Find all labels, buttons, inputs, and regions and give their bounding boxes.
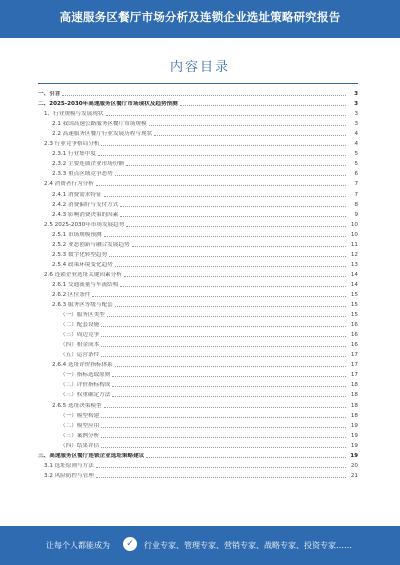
toc-entry-page: 18 (350, 402, 358, 409)
toc-entry-page: 3 (354, 111, 358, 118)
toc-leader-dots (126, 226, 346, 227)
toc-leader-dots (96, 185, 346, 186)
toc-entry[interactable] (38, 409, 358, 419)
toc-leader-dots (115, 306, 346, 307)
toc-entry[interactable] (38, 87, 358, 97)
toc-entry-text: 2.2 高速服务区餐厅行业发展历程与现状 (52, 131, 153, 138)
check-icon: ✓ (123, 537, 137, 551)
toc-entry[interactable] (38, 258, 358, 268)
toc-entry-page: 21 (350, 472, 358, 479)
toc-entry[interactable] (38, 127, 358, 137)
toc-entry-text: 2.6.1 交通流量与车流结构 (52, 281, 119, 288)
toc-entry-text: （二）评价指标构成 (60, 382, 111, 389)
toc-entry-page: 17 (350, 352, 358, 359)
table-of-contents (38, 87, 358, 479)
toc-leader-dots (92, 296, 346, 297)
toc-entry-page: 11 (350, 241, 358, 248)
toc-entry-page: 14 (350, 281, 358, 288)
toc-entry-text: 2.4 消费者行为分析 (44, 181, 94, 188)
toc-entry-page: 17 (350, 362, 358, 369)
toc-entry-page: 13 (350, 261, 358, 268)
toc-entry-page: 17 (350, 372, 358, 379)
toc-entry-text: （二）配套设施 (60, 322, 100, 329)
toc-entry-page: 9 (354, 211, 358, 218)
toc-entry[interactable] (38, 117, 358, 127)
toc-entry-text: （一）指标选取原则 (60, 372, 111, 379)
toc-entry[interactable] (38, 107, 358, 117)
toc-entry-page: 15 (350, 312, 358, 319)
toc-leader-dots (98, 155, 346, 156)
toc-entry-text: 2.6.5 选址决策模型 (52, 402, 102, 409)
toc-entry-page: 10 (350, 221, 358, 228)
toc-leader-dots (112, 376, 346, 377)
toc-leader-dots (62, 95, 346, 96)
toc-entry-page: 6 (354, 171, 358, 178)
toc-entry[interactable] (38, 278, 358, 288)
toc-entry-page: 5 (354, 151, 358, 158)
toc-entry-text: 2.6 连锁企业选址关键因素分析 (44, 271, 122, 278)
toc-leader-dots (112, 386, 346, 387)
toc-entry[interactable] (38, 358, 358, 368)
toc-entry-text: （五）运营条件 (60, 352, 100, 359)
toc-entry-page: 14 (350, 271, 358, 278)
toc-leader-dots (149, 125, 346, 126)
toc-entry[interactable] (38, 419, 358, 429)
toc-entry-text: （三）权重确定方法 (60, 392, 111, 399)
toc-entry[interactable] (38, 429, 358, 439)
toc-entry[interactable] (38, 97, 358, 107)
toc-leader-dots (146, 457, 346, 458)
toc-entry[interactable] (38, 218, 358, 228)
toc-leader-dots (101, 346, 346, 347)
toc-entry-text: 2.6.4 选址评价指标体系 (52, 362, 113, 369)
toc-entry-text: 2.5.2 业态创新与融合发展趋势 (52, 241, 130, 248)
toc-entry-page: 19 (350, 432, 358, 439)
toc-entry-page: 18 (350, 392, 358, 399)
toc-entry-text: 2.1 我国高速公路服务区餐厅市场规模 (52, 121, 147, 128)
toc-entry[interactable] (38, 378, 358, 388)
toc-leader-dots (112, 396, 346, 397)
toc-entry-text: 2.3.3 重点区域竞争态势 (52, 171, 113, 178)
toc-entry-page: 3 (354, 91, 358, 98)
toc-entry-page: 16 (350, 332, 358, 339)
toc-entry[interactable] (38, 338, 358, 348)
toc-entry[interactable] (38, 388, 358, 398)
toc-entry-text: 2.5.1 市场规模预测 (52, 231, 102, 238)
toc-entry-text: 三、高速服务区餐厅连锁企业选址策略建议 (38, 452, 145, 459)
toc-divider (38, 83, 358, 84)
toc-entry-text: 2.3 行业竞争格局分析 (44, 141, 100, 148)
footer-slogan: 让每个人都能成为 (46, 541, 110, 550)
toc-entry-text: 2.4.3 影响消费决策的因素 (52, 211, 119, 218)
toc-leader-dots (120, 216, 346, 217)
toc-entry-text: 3.2 风险防控与管理 (44, 472, 94, 479)
toc-entry-page: 4 (354, 141, 358, 148)
toc-entry-page: 3 (354, 121, 358, 128)
toc-entry-page: 20 (350, 462, 358, 469)
toc-entry[interactable] (38, 469, 358, 479)
footer-banner (0, 526, 400, 565)
toc-title: 内容目录 (169, 60, 230, 75)
toc-leader-dots (124, 276, 346, 277)
toc-leader-dots (104, 196, 346, 197)
toc-leader-dots (132, 246, 346, 247)
toc-entry[interactable] (38, 308, 358, 318)
toc-entry[interactable] (38, 268, 358, 278)
toc-entry[interactable] (38, 208, 358, 218)
toc-entry[interactable] (38, 398, 358, 408)
toc-entry-text: 二、2025-2030年高速服务区餐厅市场现状及趋势预测 (38, 101, 178, 108)
toc-entry-page: 18 (350, 412, 358, 419)
toc-entry-page: 4 (354, 131, 358, 138)
toc-leader-dots (101, 356, 346, 357)
toc-entry-page: 3 (354, 101, 358, 108)
toc-entry-page: 7 (354, 181, 358, 188)
toc-entry-text: 2.5 2025-2030年市场发展趋势 (44, 221, 125, 228)
toc-entry[interactable] (38, 147, 358, 157)
toc-entry-page: 19 (350, 422, 358, 429)
toc-leader-dots (96, 477, 346, 478)
toc-leader-dots (126, 165, 346, 166)
toc-leader-dots (115, 175, 346, 176)
toc-entry-page: 18 (350, 382, 358, 389)
toc-leader-dots (104, 236, 346, 237)
toc-entry[interactable] (38, 177, 358, 187)
toc-entry-text: （三）案例分析 (60, 432, 100, 439)
toc-leader-dots (101, 336, 346, 337)
toc-entry-text: 2.3.1 行业集中度 (52, 151, 96, 158)
toc-entry-text: （一）模型构建 (60, 412, 100, 419)
toc-entry-text: 2.6.3 服务区等级与配套 (52, 302, 113, 309)
toc-leader-dots (120, 206, 346, 207)
toc-leader-dots (101, 437, 346, 438)
toc-entry-text: （四）结果评估 (60, 442, 100, 449)
toc-entry-page: 16 (350, 342, 358, 349)
toc-entry-text: 1、行业规模与发展现状 (44, 111, 104, 118)
toc-entry[interactable] (38, 288, 358, 298)
toc-entry[interactable] (38, 137, 358, 147)
toc-leader-dots (101, 447, 346, 448)
toc-entry[interactable] (38, 187, 358, 197)
toc-leader-dots (154, 135, 346, 136)
toc-leader-dots (120, 286, 346, 287)
toc-entry[interactable] (38, 328, 358, 338)
toc-entry-text: 2.5.3 数字化转型趋势 (52, 251, 108, 258)
toc-entry[interactable] (38, 157, 358, 167)
toc-entry-text: 一、引言 (38, 91, 61, 98)
toc-leader-dots (180, 105, 346, 106)
toc-entry-page: 15 (350, 291, 358, 298)
toc-entry[interactable] (38, 248, 358, 258)
toc-entry-text: 2.4.2 消费偏好与支付方式 (52, 201, 119, 208)
toc-leader-dots (96, 467, 346, 468)
toc-entry[interactable] (38, 228, 358, 238)
toc-entry-page: 10 (350, 231, 358, 238)
toc-entry-page: 19 (350, 442, 358, 449)
toc-leader-dots (109, 256, 346, 257)
toc-entry[interactable] (38, 318, 358, 328)
toc-entry-text: 2.5.4 政策环境变化趋势 (52, 261, 113, 268)
toc-entry[interactable] (38, 238, 358, 248)
toc-leader-dots (115, 366, 346, 367)
toc-entry-text: 2.3.2 主要连锁企业市场份额 (52, 161, 124, 168)
toc-entry-page: 19 (350, 452, 358, 459)
toc-entry[interactable] (38, 449, 358, 459)
toc-entry[interactable] (38, 368, 358, 378)
toc-leader-dots (104, 407, 346, 408)
toc-leader-dots (106, 115, 347, 116)
toc-leader-dots (107, 316, 346, 317)
toc-entry-page: 15 (350, 302, 358, 309)
toc-entry[interactable] (38, 439, 358, 449)
toc-entry-text: 3.1 选址原则与方法 (44, 462, 94, 469)
toc-entry-page: 8 (354, 201, 358, 208)
toc-entry-text: （三）周边竞争 (60, 332, 100, 339)
toc-entry-text: （二）模型应用 (60, 422, 100, 429)
toc-entry-page: 7 (354, 191, 358, 198)
toc-entry-text: （四）租金成本 (60, 342, 100, 349)
toc-entry[interactable] (38, 298, 358, 308)
toc-entry-page: 16 (350, 322, 358, 329)
toc-leader-dots (101, 427, 346, 428)
toc-entry-text: （一）服务区类型 (60, 312, 105, 319)
toc-leader-dots (115, 266, 346, 267)
report-title: 高速服务区餐厅市场分析及连锁企业选址策略研究报告 (59, 10, 341, 24)
toc-entry[interactable] (38, 459, 358, 469)
toc-leader-dots (101, 145, 346, 146)
toc-entry-page: 12 (350, 251, 358, 258)
toc-entry[interactable] (38, 198, 358, 208)
toc-entry-text: 2.4.1 消费需求特征 (52, 191, 102, 198)
footer-roles: 行业专家、管理专家、营销专家、战略专家、投资专家…… (144, 541, 352, 550)
toc-entry-text: 2.6.2 区位条件 (52, 291, 91, 298)
header-banner (0, 0, 400, 38)
toc-entry[interactable] (38, 167, 358, 177)
toc-leader-dots (101, 417, 346, 418)
toc-entry[interactable] (38, 348, 358, 358)
toc-leader-dots (101, 326, 346, 327)
toc-entry-page: 5 (354, 161, 358, 168)
